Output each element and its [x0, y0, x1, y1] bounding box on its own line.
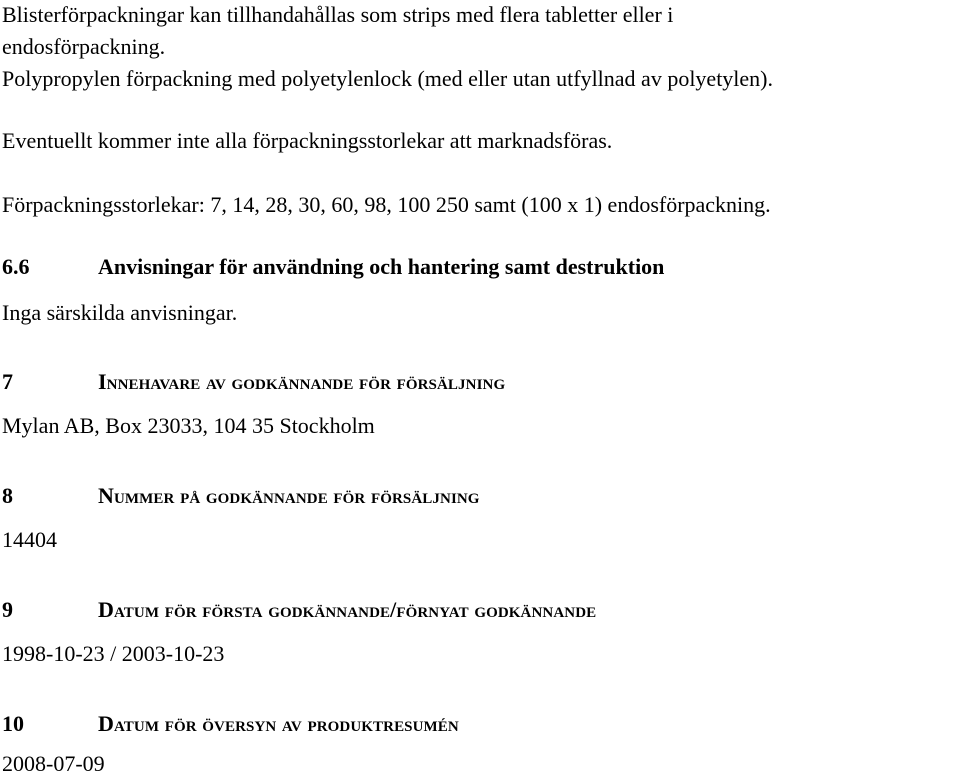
section-9-body: 1998-10-23 / 2003-10-23 — [2, 641, 225, 666]
section-9-number: 9 — [2, 597, 13, 622]
packaging-text-line-1: Blisterförpackningar kan tillhandahållas som strips med flera tabletter eller i — [2, 2, 674, 27]
section-7-number: 7 — [2, 369, 13, 394]
section-6-6-heading — [2, 254, 664, 280]
packaging-text-line-2: endosförpackning. — [2, 34, 166, 59]
packaging-text-line-3: Polypropylen förpackning med polyetylenlock (med eller utan utfyllnad av polyetylen). — [2, 66, 774, 91]
section-6-6-body: Inga särskilda anvisningar. — [2, 300, 238, 325]
section-8-title: Nummer på godkännande för försäljning — [98, 483, 480, 508]
pack-sizes: Förpackningsstorlekar: 7, 14, 28, 30, 60, 98, 100 250 samt (100 x 1) endosförpackning. — [2, 192, 771, 217]
section-7-heading — [2, 369, 505, 395]
section-7-title: Innehavare av godkännande för försäljning — [98, 369, 506, 394]
section-10-body: 2008-07-09 — [2, 751, 105, 776]
section-9-heading — [2, 597, 596, 623]
section-8-heading — [2, 483, 480, 509]
section-9-title: Datum för första godkännande/förnyat godkännande — [98, 597, 597, 622]
section-10-number: 10 — [2, 711, 24, 736]
section-10-heading — [2, 711, 459, 737]
section-8-number: 8 — [2, 483, 13, 508]
section-8-body: 14404 — [2, 527, 57, 552]
section-6-6-title: Anvisningar för användning och hantering samt destruktion — [98, 254, 665, 279]
section-6-6-number: 6.6 — [2, 254, 30, 279]
marketing-note: Eventuellt kommer inte alla förpackningsstorlekar att marknadsföras. — [2, 128, 613, 153]
section-10-title: Datum för översyn av produktresumén — [98, 711, 459, 736]
section-7-body: Mylan AB, Box 23033, 104 35 Stockholm — [2, 413, 375, 438]
